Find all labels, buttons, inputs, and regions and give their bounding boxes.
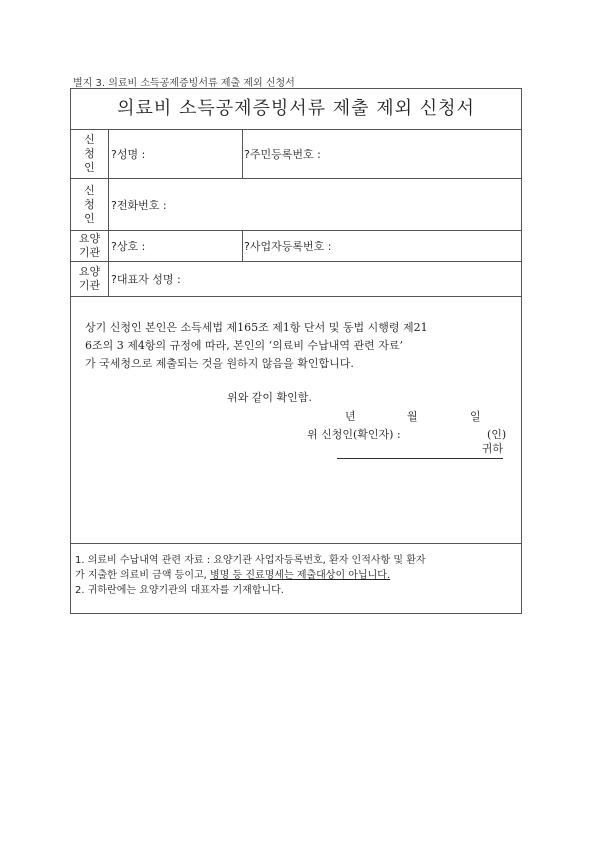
business-name-field[interactable]: ?상호 : (111, 240, 146, 253)
resident-number-field[interactable]: ?주민등록번호 : (244, 147, 321, 161)
name-field[interactable]: ?성명 : (111, 147, 146, 161)
business-number-field[interactable]: ?사업자등록번호 : (244, 240, 332, 253)
seal-mark[interactable]: (인) (487, 428, 507, 441)
confirmation-text: 위와 같이 확인함. (227, 391, 312, 404)
cell-divider (242, 129, 243, 178)
date-month[interactable]: 월 (407, 410, 418, 423)
applicant-row-2 (71, 179, 521, 231)
application-form (70, 88, 522, 614)
institution-row-1 (71, 231, 521, 262)
notes-underlined-text: 병명 등 진료명세는 제출대상이 아닙니다. (210, 570, 391, 581)
applicant-row-1 (71, 129, 521, 179)
addressee-line[interactable]: 귀하 (337, 440, 503, 459)
row-label-institution: 요양기관 (71, 262, 109, 296)
institution-row-2 (71, 262, 521, 297)
statement-text: 상기 신청인 본인은 소득세법 제165조 제1항 단서 및 동법 시행령 제21 6조의 3 제4항의 규정에 따라, 본인의 ‘의료비 수납내역 관련 자료’ 가 국세청으로 제출되는 것을 원하지 않음을 확인합니다. (85, 321, 428, 370)
date-year[interactable]: 년 (345, 410, 356, 423)
applicant-signature-label: 위 신청인(확인자) : (307, 428, 401, 441)
notes-section: 1. 의료비 수납내역 관련 자료 : 요양기관 사업자등록번호, 환자 인적사항 및 환자 가 지출한 의료비 금액 등이고, 병명 등 진료명세는 제출대상이 아닙니다. 2. 귀하란에는 요양기관의 대표자를 기재합니다. (71, 543, 521, 614)
phone-field[interactable]: ?전화번호 : (111, 198, 167, 212)
form-title: 의료비 소득공제증빙서류 제출 제외 신청서 (71, 89, 521, 130)
form-caption: 별지 3. 의료비 소득공제증빙서류 제출 제외 신청서 (73, 78, 295, 89)
row-label-institution: 요양기관 (71, 231, 109, 261)
row-label-applicant: 신청인 (71, 129, 109, 178)
cell-divider (242, 231, 243, 261)
row-label-applicant: 신청인 (71, 179, 109, 230)
date-day[interactable]: 일 (470, 410, 481, 423)
representative-name-field[interactable]: ?대표자 성명 : (111, 273, 181, 286)
